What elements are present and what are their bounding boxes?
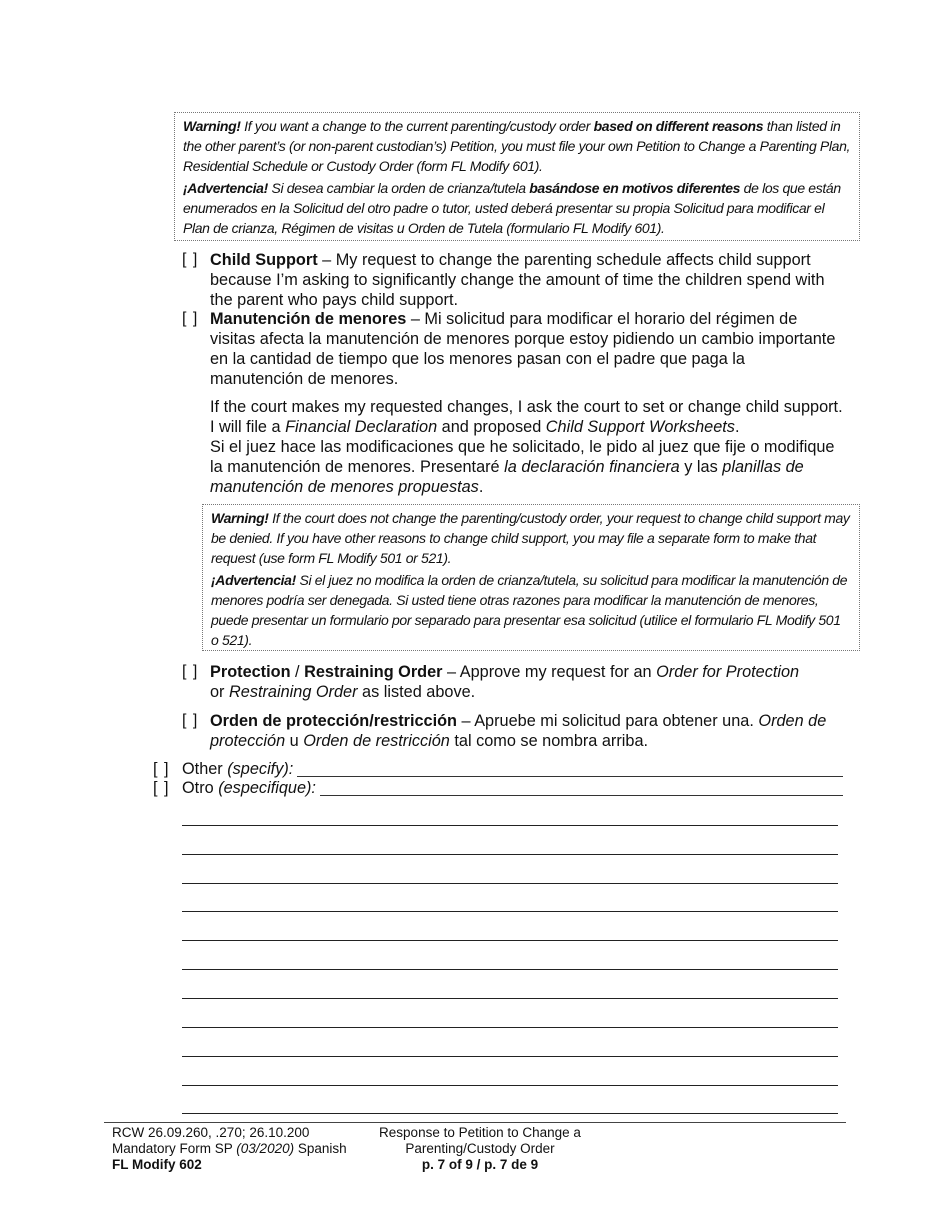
warning-en: Warning! If you want a change to the current parenting/custody order based on different reasons than listed in the other parent’s (or non-parent custodian’s) Petition, you must file your own Petition to Change a Parenting Plan, Residential Schedule or Custody Order (form FL Modify 601). — [183, 118, 851, 174]
child-support-request-paragraph: If the court makes my requested changes, I ask the court to set or change child support. I will file a Financial Declaration and proposed Child Support Worksheets. Si el juez hace las modificaciones que he solicitado, le pido al juez que fije o modifique la manutención de menores. Presentaré la declaración financiera y las planillas de manutención de menores propuestas. — [210, 398, 843, 496]
warning-label: Warning! — [183, 118, 241, 134]
other-label: Other (specify): — [182, 760, 294, 778]
manutencion-text: Manutención de menores – Mi solicitud para modificar el horario del régimen de visitas afecta la manutención de menores porque estoy pidiendo un cambio importante en la cantidad de tiempo que los menores pasan con el padre que paga la manutención de menores. — [210, 310, 836, 388]
other-checkbox[interactable]: [ ] — [153, 760, 170, 778]
footer-form-info — [112, 1125, 382, 1173]
warning-en: Warning! If the court does not change the parenting/custody order, your request to change child support may be denied. If you have other reasons to change child support, you may file a separate form to make that request (use form FL Modify 501 or 521). — [211, 510, 850, 566]
footer-page-number: p. 7 of 9 / p. 7 de 9 — [421, 1157, 539, 1172]
otro-checkbox[interactable]: [ ] — [153, 779, 170, 797]
otro-label: Otro (especifique): — [182, 779, 316, 797]
footer-title-line1: Response to Petition to Change a — [379, 1125, 581, 1140]
child-support-text: Child Support – My request to change the parenting schedule affects child support because I’m asking to significantly change the amount of time the children spend with the parent who pays child support. — [210, 251, 825, 309]
warning-label: ¡Advertencia! — [211, 572, 296, 588]
manutencion-checkbox[interactable]: [ ] — [182, 310, 199, 327]
writing-line[interactable] — [182, 1027, 838, 1028]
otro-specify-line[interactable] — [320, 778, 843, 796]
footer-rcw: RCW 26.09.260, .270; 26.10.200 — [112, 1125, 310, 1140]
warning-es: ¡Advertencia! Si el juez no modifica la orden de crianza/tutela, su solicitud para modificar la manutención de menores podría ser denegada. Si usted tiene otras razones para modificar la manutención de menores, puede presentar un formulario por separado para presentar esa solicitud (utilice el formulario FL Modify 501 o 521). — [211, 572, 848, 648]
writing-line[interactable] — [182, 911, 838, 912]
writing-line[interactable] — [182, 854, 838, 855]
writing-line[interactable] — [182, 998, 838, 999]
warning-label: Warning! — [211, 510, 269, 526]
writing-line[interactable] — [182, 883, 838, 884]
footer-form-number: FL Modify 602 — [112, 1157, 202, 1172]
otro-row — [153, 778, 843, 798]
footer-mandatory-form: Mandatory Form SP (03/2020) Spanish — [112, 1141, 347, 1156]
footer-title — [360, 1125, 600, 1173]
protection-order-text: Protection / Restraining Order – Approve my request for an Order for Protection or Restraining Order as listed above. — [210, 663, 800, 701]
orden-proteccion-text: Orden de protección/restricción – Apruebe mi solicitud para obtener una. Orden de protección u Orden de restricción tal como se nombra arriba. — [210, 712, 827, 750]
writing-line[interactable] — [182, 940, 838, 941]
writing-line[interactable] — [182, 969, 838, 970]
orden-proteccion-checkbox[interactable]: [ ] — [182, 712, 199, 729]
footer-title-line2: Parenting/Custody Order — [405, 1141, 555, 1156]
warning-box-different-reasons — [174, 112, 860, 241]
warning-es: ¡Advertencia! Si desea cambiar la orden de crianza/tutela basándose en motivos diferentes de los que están enumerados en la Solicitud del otro padre o tutor, usted deberá presentar su propia Solicitud para modificar el Plan de crianza, Régimen de visitas u Orden de Tutela (formulario FL Modify 601). — [183, 180, 841, 236]
other-specify-line[interactable] — [297, 759, 843, 777]
warning-box-child-support — [202, 504, 860, 651]
writing-line[interactable] — [182, 1056, 838, 1057]
other-row — [153, 759, 843, 779]
child-support-checkbox[interactable]: [ ] — [182, 251, 199, 268]
writing-line[interactable] — [182, 1085, 838, 1086]
writing-line[interactable] — [182, 825, 838, 826]
warning-label: ¡Advertencia! — [183, 180, 268, 196]
footer-rule — [104, 1122, 846, 1123]
writing-line[interactable] — [182, 1113, 838, 1114]
protection-order-checkbox[interactable]: [ ] — [182, 663, 199, 680]
